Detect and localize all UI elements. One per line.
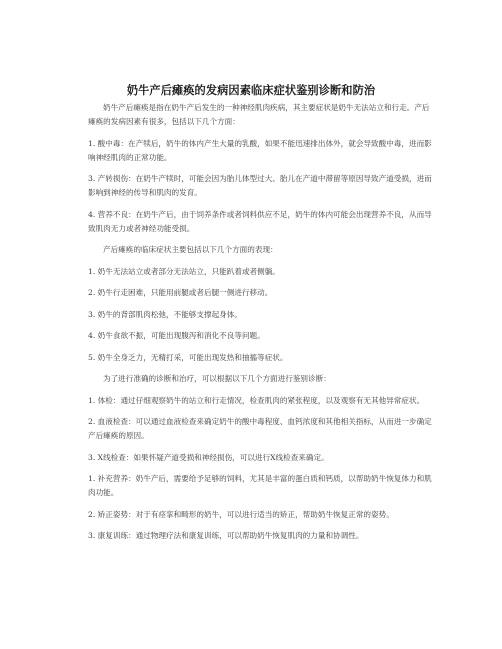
paragraph: 奶牛产后瘫痪是指在奶牛产后发生的一种神经肌肉疾病，其主要症状是奶牛无法站立和行走。产后瘫痪的发病因素有很多，包括以下几个方面： bbox=[88, 103, 430, 126]
paragraph: 2. 矫正姿势：对于有痉挛和畸形的奶牛，可以进行适当的矫正，帮助奶牛恢复正常的姿势。 bbox=[88, 509, 394, 519]
paragraph: 5. 奶牛全身乏力，无精打采，可能出现发热和抽搐等症状。 bbox=[88, 352, 288, 362]
paragraph: 为了进行准确的诊断和治疗，可以根据以下几个方面进行鉴别诊断： bbox=[103, 374, 331, 383]
paragraph: 3. 康复训练：通过物理疗法和康复训练，可以帮助奶牛恢复肌肉的力量和协调性。 bbox=[88, 531, 364, 540]
paragraph: 3. X线检查：如果怀疑产道受损和神经损伤，可以进行X线检查来确定。 bbox=[88, 452, 329, 462]
paragraph: 3. 产转损伤：在奶牛产犊时，可能会因为胎儿体型过大、胎儿在产道中滞留等原因导致产道受损，进而影响到神经的传导和肌肉的发育。 bbox=[88, 174, 432, 197]
paragraph: 产后瘫痪的临床症状主要包括以下几个方面的表现： bbox=[103, 245, 278, 254]
paragraph: 1. 酸中毒：在产犊后，奶牛的体内产生大量的乳酸，如果不能迅速排出体外，就会导致酸中毒，进而影响神经肌肉的正常功能。 bbox=[88, 138, 432, 162]
paragraph: 4. 营养不良：在奶牛产后，由于饲养条件或者饲料供应不足，奶牛的体内可能会出现营养不良，从而导致肌肉无力或者神经功能受损。 bbox=[88, 209, 432, 233]
document-title: 奶牛产后瘫痪的发病因素临床症状鉴别诊断和防治 bbox=[126, 83, 376, 97]
paragraph: 4. 奶牛食欲不振，可能出现腹泻和消化不良等问题。 bbox=[88, 331, 265, 340]
paragraph: 1. 奶牛无法站立或者部分无法站立，只能趴着或者侧躺。 bbox=[88, 266, 280, 276]
document-body bbox=[88, 101, 434, 551]
paragraph: 3. 奶牛的背部肌肉松弛，不能够支撑起身体。 bbox=[88, 309, 242, 319]
paragraph: 1. 体检：通过仔细观察奶牛的站立和行走情况，检查肌肉的紧张程度，以及观察有无其他异常症状。 bbox=[88, 395, 425, 405]
paragraph: 2. 奶牛行走困难，只能用前腿或者后腿一侧进行移动。 bbox=[88, 288, 273, 297]
paragraph: 2. 血液检查：可以通过血液检查来确定奶牛的酸中毒程度、血钙浓度和其他相关指标，从而进一步确定产后瘫痪的原因。 bbox=[88, 417, 432, 440]
paragraph: 1. 补充营养：奶牛产后，需要给予足够的饲料，尤其是丰富的蛋白质和钙质，以帮助奶牛恢复体力和肌肉功能。 bbox=[88, 474, 432, 497]
